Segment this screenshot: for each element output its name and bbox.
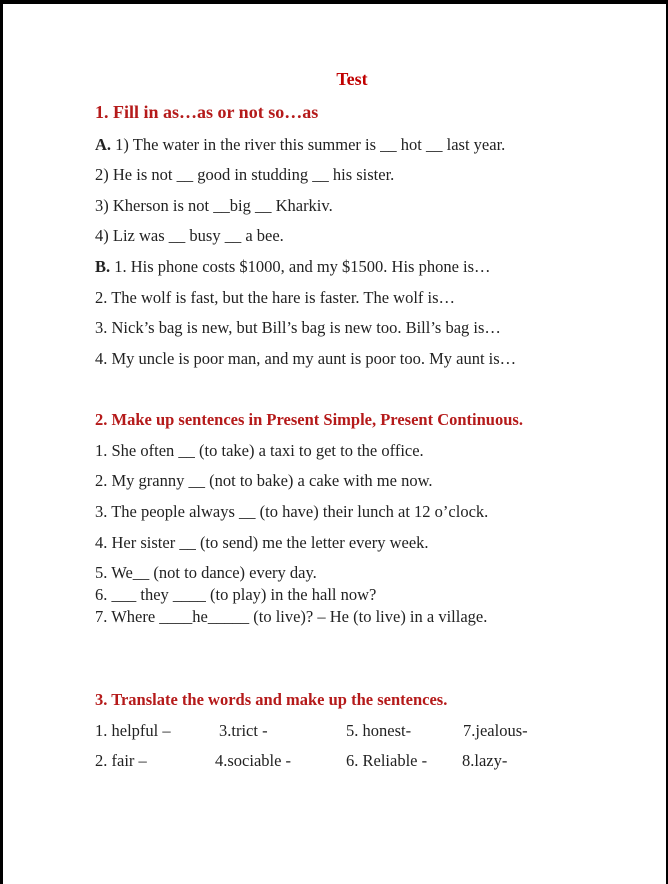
part-b-item-4: 4. My uncle is poor man, and my aunt is poor too. My aunt is… xyxy=(95,349,517,368)
part-a-label: A. xyxy=(95,135,112,154)
part-a-item-2: 2) He is not __ good in studding __ his sister. xyxy=(95,165,395,184)
section-2-item-1: 1. She often __ (to take) a taxi to get to the office. xyxy=(95,441,424,460)
part-a-item-3: 3) Kherson is not __big __ Kharkiv. xyxy=(95,196,333,215)
word-item-2: 2. fair – xyxy=(95,751,147,770)
part-b-label: B. xyxy=(95,257,111,276)
section-2-item-4: 4. Her sister __ (to send) me the letter every week. xyxy=(95,533,429,552)
word-item-1: 1. helpful – xyxy=(95,721,171,740)
section-2-item-7: 7. Where ____he_____ (to live)? – He (to live) in a village. xyxy=(95,607,488,626)
word-item-6: 6. Reliable - xyxy=(346,751,428,770)
word-item-8: 8.lazy- xyxy=(462,751,508,770)
section-2-heading: 2. Make up sentences in Present Simple, Present Continuous. xyxy=(95,410,523,429)
part-b-item-1: B. 1. His phone costs $1000, and my $1500. His phone is… xyxy=(95,257,491,276)
section-1-heading: 1. Fill in as…as or not so…as xyxy=(95,102,319,122)
part-a-item-1: A. 1) The water in the river this summer is __ hot __ last year. xyxy=(95,135,506,154)
section-2-item-5: 5. We__ (not to dance) every day. xyxy=(95,563,317,582)
word-item-7: 7.jealous- xyxy=(463,721,528,740)
section-2-item-6: 6. ___ they ____ (to play) in the hall now? xyxy=(95,585,377,604)
word-item-4: 4.sociable - xyxy=(215,751,292,770)
part-b-item-2: 2. The wolf is fast, but the hare is faster. The wolf is… xyxy=(95,288,456,307)
section-3-heading: 3. Translate the words and make up the sentences. xyxy=(95,690,448,709)
word-item-5: 5. honest- xyxy=(346,721,412,740)
word-item-3: 3.trict - xyxy=(219,721,268,740)
section-2-item-2: 2. My granny __ (not to bake) a cake with me now. xyxy=(95,471,433,490)
section-2-item-3: 3. The people always __ (to have) their lunch at 12 o’clock. xyxy=(95,502,489,521)
part-b-item-3: 3. Nick’s bag is new, but Bill’s bag is new too. Bill’s bag is… xyxy=(95,318,501,337)
page-title: Test xyxy=(336,69,368,89)
worksheet-page xyxy=(3,4,666,884)
part-a-item-4: 4) Liz was __ busy __ a bee. xyxy=(95,226,284,245)
